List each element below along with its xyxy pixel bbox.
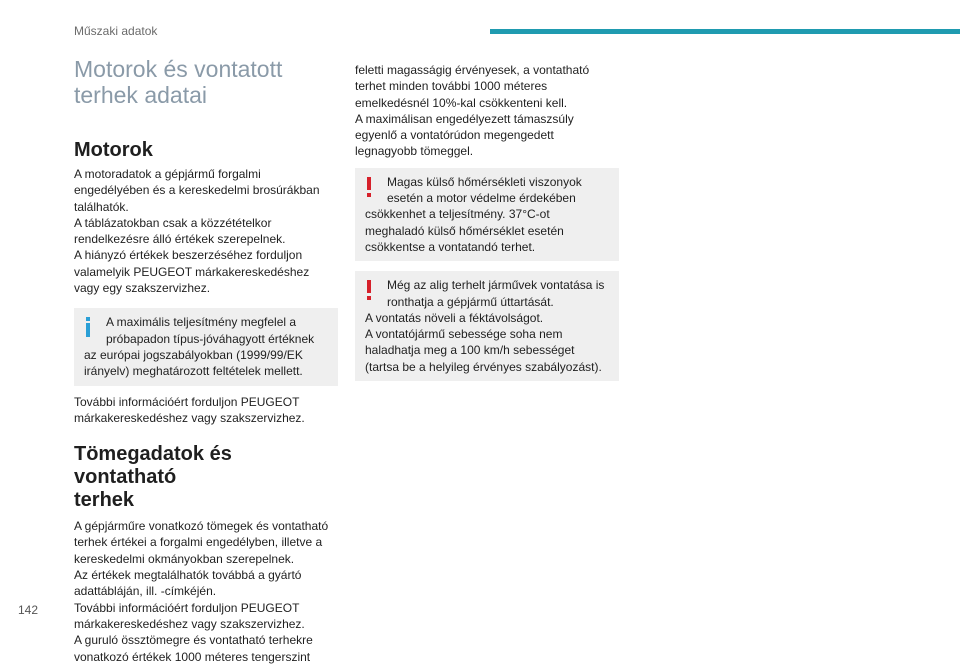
- warning-icon: [363, 177, 375, 197]
- info-icon: [82, 317, 94, 337]
- header-accent-bar: [490, 29, 960, 34]
- towing-warning: [355, 271, 619, 381]
- temperature-warning: [355, 168, 619, 261]
- page-number: 142: [18, 603, 39, 617]
- right-column: [355, 62, 619, 381]
- more-info-text: További információért forduljon PEUGEOT márkakereskedéshez vagy szakszervizhez.: [74, 394, 305, 425]
- page-title: Motorok és vontatott terhek adatai: [74, 56, 283, 108]
- motors-heading: Motorok: [74, 139, 153, 161]
- section-label: Műszaki adatok: [74, 24, 158, 38]
- motors-text: A motoradatok a gépjármű forgalmi engedélyében és a kereskedelmi brosúrákban találhatók. A táblázatokban csak a közzétételkor rendelkezésre álló értékek szerepelnek. A hiányzó értékek beszerzéséhez forduljon valamelyik PEUGEOT márkakereskedéshez vagy egy szakszervizhez.: [74, 167, 320, 296]
- info-notice-text-continued: az európai jogszabályokban (1999/99/EK irányelv) meghatározott feltételek mellett.: [84, 347, 303, 379]
- left-column: [74, 56, 338, 665]
- info-notice: [74, 308, 338, 385]
- temperature-warning-text: Magas külső hőmérsékleti viszonyok esetén a motor védelme érdekében: [387, 174, 582, 206]
- weights-text: A gépjárműre vonatkozó tömegek és vontatható terhek értékei a forgalmi engedélyben, illetve a kereskedelmi okmányokban szerepelnek. Az értékek megtalálhatók továbbá a gyártó adattábláján, ill. -címkéjén. További információért forduljon PEUGEOT márkakereskedéshez vagy szakszervizhez. A guruló össztömegre és vontatható terhekre vonatkozó értékek 1000 méteres tengerszint: [74, 519, 329, 664]
- warning-icon: [363, 280, 375, 300]
- weights-heading: Tömegadatok és vontatható terhek: [74, 443, 232, 512]
- weights-text-continued: feletti magasságig érvényesek, a vontatható terhet minden további 1000 méteres emelkedésnél 10%-kal csökkenteni kell. A maximálisan engedélyezett támaszsúly egyenlő a vontatórúdon megengedett legnagyobb tömeggel.: [355, 63, 590, 159]
- info-notice-text: A maximális teljesítmény megfelel a próbapadon típus-jóváhagyott értéknek: [106, 315, 315, 346]
- towing-warning-text-continued: A vontatás növeli a féktávolságot. A vontatójármű sebessége soha nem haladhatja meg a 100 km/h sebességet (tartsa be a helyileg érvényes szabályozást).: [365, 310, 602, 374]
- towing-warning-text: Még az alig terhelt járművek vontatása is ronthatja a gépjármű úttartását.: [387, 278, 605, 309]
- temperature-warning-text-continued: csökkenhet a teljesítmény. 37°C-ot meghaladó külső hőmérséklet esetén csökkentse a vontatandó terhet.: [365, 207, 564, 254]
